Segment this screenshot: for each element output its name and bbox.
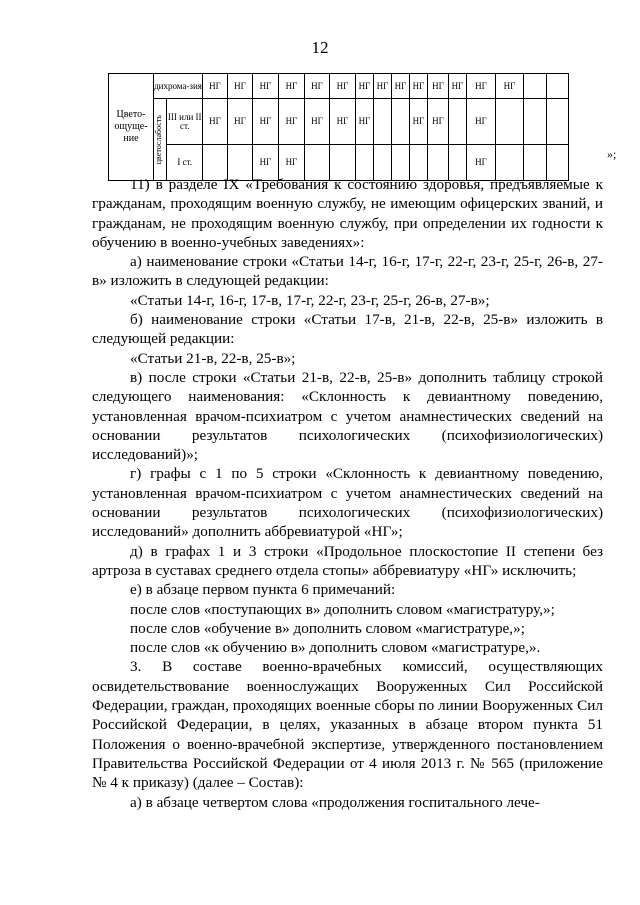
table-cell xyxy=(547,74,569,99)
paragraph: «Статьи 21-в, 22-в, 25-в»; xyxy=(130,349,296,367)
table-cell: НГ xyxy=(330,99,356,145)
table-cell xyxy=(449,99,467,145)
table-cell xyxy=(524,74,547,99)
table-cell: НГ xyxy=(228,99,253,145)
paragraph: 3. В составе военно-врачебных комиссий, осуществляющих освидетельствование военнослужащих Вооруженных Сил Российской Федерации, граждан, проходящих военные сборы по линии Вооруженных Сил Российской Федерации, в целях, указанных в абзаце втором пункта 51 Положения о военно-врачебной экспертизе, утвержденного постановлением Правительства Российской Федерации от 4 июля 2013 г. № 565 (приложение № 4 к приказу) (далее – Состав): xyxy=(92,658,603,792)
table-cell: НГ xyxy=(428,74,449,99)
paragraph: «Статьи 14-г, 16-г, 17-в, 17-г, 22-г, 23-г, 25-г, 26-в, 27-в»; xyxy=(130,291,490,309)
paragraph: после слов «поступающих в» дополнить словом «магистратуру,»; xyxy=(130,600,555,618)
table-cell: НГ xyxy=(449,74,467,99)
table-cell: НГ xyxy=(228,74,253,99)
table-cell: НГ xyxy=(279,99,305,145)
table-cell: НГ xyxy=(203,74,228,99)
table-cell xyxy=(392,99,410,145)
page-number: 12 xyxy=(311,38,329,57)
table-cell: НГ xyxy=(428,99,449,145)
table-cell xyxy=(524,99,547,145)
table-cell: НГ xyxy=(253,145,279,181)
paragraph: д) в графах 1 и 3 строки «Продольное плоскостопие II степени без артроза в суставах среднего отдела стопы» аббревиатуру «НГ» исключить; xyxy=(92,542,603,579)
table-cell: НГ xyxy=(392,74,410,99)
table-cell: НГ xyxy=(279,74,305,99)
paragraph: а) в абзаце четвертом слова «продолжения госпитального лече- xyxy=(130,793,540,811)
paragraph: после слов «к обучению в» дополнить словом «магистратуре,». xyxy=(130,639,541,657)
paragraph: после слов «обучение в» дополнить словом «магистратуре,»; xyxy=(130,619,525,637)
vision-requirements-table xyxy=(108,73,569,181)
paragraph: в) после строки «Статьи 21-в, 22-в, 25-в» дополнить таблицу строкой следующего наименования: «Склонность к девиантному поведению, установленная врачом-психиатром с учетом анамнестических сведений на основании результатов психологических (психофизиологических) исследований)»; xyxy=(92,368,603,464)
table-cell: НГ xyxy=(356,99,374,145)
table-closing-quote: »; xyxy=(607,147,617,161)
paragraph: а) наименование строки «Статьи 14-г, 16-г, 17-г, 22-г, 23-г, 25-г, 26-в, 27-в» изложить в следующей редакции: xyxy=(92,253,603,290)
table-cell: НГ xyxy=(496,74,524,99)
table-cell xyxy=(547,99,569,145)
table-cell: НГ xyxy=(279,145,305,181)
table-cell: НГ xyxy=(305,74,330,99)
paragraph: б) наименование строки «Статьи 17-в, 21-в, 22-в, 25-в» изложить в следующей редакции: xyxy=(92,311,603,348)
vision-group-label: Цвето-ощуще-ние xyxy=(109,74,154,181)
table-cell: НГ xyxy=(374,74,392,99)
table-cell: НГ xyxy=(253,99,279,145)
table-cell xyxy=(374,99,392,145)
color-weakness-label: цветослабость xyxy=(154,114,163,165)
table-cell: НГ xyxy=(253,74,279,99)
table-cell: НГ xyxy=(467,74,496,99)
degree-label: I ст. xyxy=(167,145,203,181)
table-cell: НГ xyxy=(467,145,496,181)
table-cell: НГ xyxy=(410,99,428,145)
table-cell: НГ xyxy=(467,99,496,145)
table-cell xyxy=(496,99,524,145)
table-cell: НГ xyxy=(305,99,330,145)
dichromasia-label: дихрома-зия xyxy=(154,74,203,99)
table-cell: НГ xyxy=(330,74,356,99)
table-cell: НГ xyxy=(203,99,228,145)
paragraph: г) графы с 1 по 5 строки «Склонность к девиантному поведению, установленная врачом-психиатром с учетом анамнестических сведений на основании результатов психологических (психофизиологических) исследований» дополнить аббревиатурой «НГ»; xyxy=(92,465,603,541)
paragraph: е) в абзаце первом пункта 6 примечаний: xyxy=(130,581,396,599)
degree-label: III или II ст. xyxy=(167,99,203,145)
paragraph: 11) в разделе IX «Требования к состоянию здоровья, предъявляемые к гражданам, проходящим военную службу, не имеющим офицерских званий, и гражданам, не проходящим военную службу, при определении их годности к обучению в военно-учебных заведениях»: xyxy=(92,176,603,251)
table-cell: НГ xyxy=(356,74,374,99)
document-body xyxy=(92,175,603,812)
table-cell: НГ xyxy=(410,74,428,99)
